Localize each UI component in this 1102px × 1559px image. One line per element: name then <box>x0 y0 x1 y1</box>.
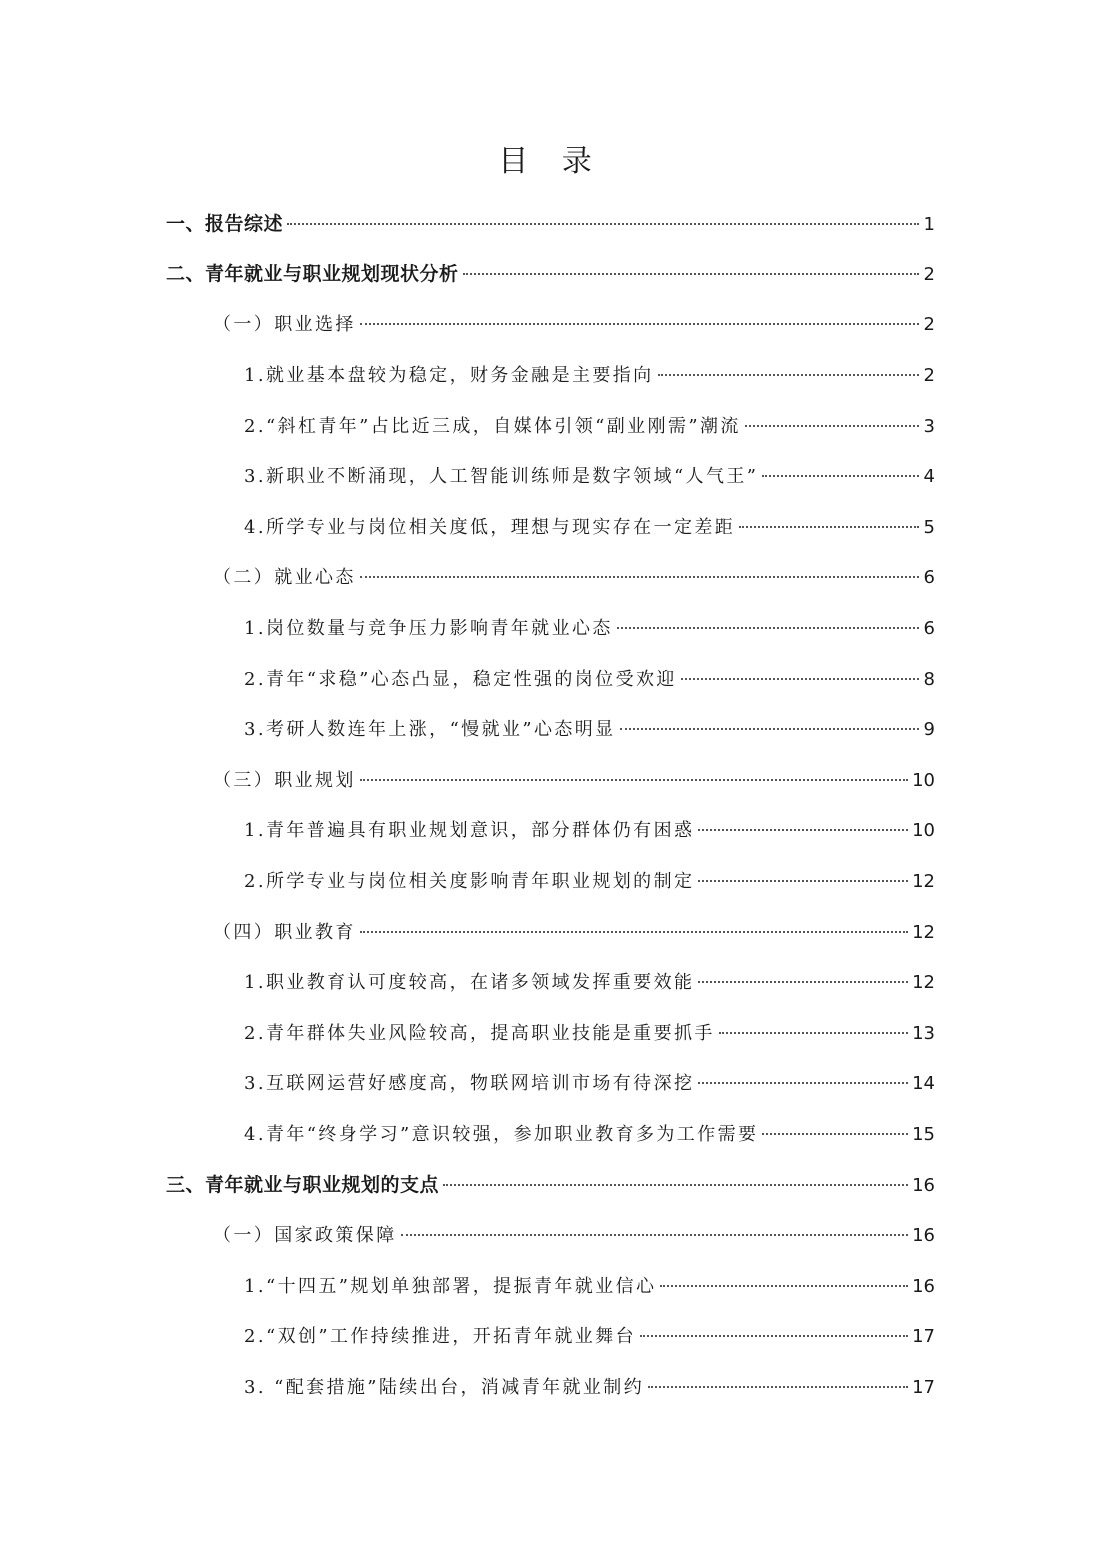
toc-entry-label: 4.青年“终身学习”意识较强，参加职业教育多为工作需要 <box>244 1123 759 1145</box>
toc-entry-label: 2.“双创”工作持续推进，开拓青年就业舞台 <box>244 1326 636 1348</box>
toc-page-number: 12 <box>912 871 935 893</box>
toc-entry-label: 3.新职业不断涌现，人工智能训练师是数字领域“人气王” <box>244 466 759 488</box>
toc-page-number: 2 <box>923 314 935 336</box>
toc-entry[interactable] <box>0 399 1102 450</box>
toc-entry[interactable] <box>0 1057 1102 1108</box>
toc-entry-row <box>166 209 935 236</box>
toc-entry-row <box>213 563 935 589</box>
toc-entry-row <box>244 614 935 640</box>
toc-entry[interactable] <box>0 349 1102 400</box>
toc-entry-label: （一）职业选择 <box>213 314 356 336</box>
toc-entry[interactable] <box>0 1259 1102 1310</box>
toc-dot-leader <box>287 223 919 225</box>
toc-dot-leader <box>360 576 919 578</box>
toc-page-number: 17 <box>912 1326 935 1348</box>
toc-entry[interactable] <box>0 905 1102 956</box>
toc-entry-label: 1.就业基本盘较为稳定，财务金融是主要指向 <box>244 365 654 387</box>
toc-entry-row <box>244 361 935 387</box>
toc-entry-label: 1.岗位数量与竞争压力影响青年就业心态 <box>244 618 613 640</box>
toc-entry-label: 2.所学专业与岗位相关度影响青年职业规划的制定 <box>244 871 695 893</box>
toc-entry-label: 三、青年就业与职业规划的支点 <box>166 1174 440 1197</box>
toc-entry-row <box>213 310 935 336</box>
toc-entry-row <box>244 1069 935 1095</box>
toc-entry-label: 2.青年“求稳”心态凸显，稳定性强的岗位受欢迎 <box>244 668 677 690</box>
toc-dot-leader <box>698 1082 908 1084</box>
toc-entry-row <box>166 259 935 286</box>
toc-entry-row <box>244 816 935 842</box>
toc-dot-leader <box>658 374 919 376</box>
toc-page-number: 10 <box>912 769 935 791</box>
toc-dot-leader <box>762 1133 908 1135</box>
toc-page-number: 5 <box>923 516 935 538</box>
toc-page-number: 13 <box>912 1022 935 1044</box>
toc-entry[interactable] <box>0 551 1102 602</box>
toc-entry-label: （二）就业心态 <box>213 567 356 589</box>
toc-page-number: 6 <box>923 567 935 589</box>
toc-entry-label: 3. “配套措施”陆续出台，消减青年就业制约 <box>244 1376 645 1398</box>
toc-entry-label: （一）国家政策保障 <box>213 1225 397 1247</box>
toc-entry-label: 4.所学专业与岗位相关度低，理想与现实存在一定差距 <box>244 516 736 538</box>
toc-entry[interactable] <box>0 450 1102 501</box>
toc-dot-leader <box>620 728 919 730</box>
toc-entry[interactable] <box>0 501 1102 552</box>
toc-dot-leader <box>698 981 908 983</box>
toc-page-number: 8 <box>923 668 935 690</box>
toc-entry[interactable] <box>0 1361 1102 1412</box>
toc-entry-row <box>244 1120 935 1146</box>
toc-page-number: 14 <box>912 1073 935 1095</box>
toc-page-number: 12 <box>912 921 935 943</box>
toc-dot-leader <box>739 526 919 528</box>
toc-entry-row <box>244 968 935 994</box>
toc-page-number: 1 <box>923 213 935 235</box>
toc-dot-leader <box>660 1285 908 1287</box>
toc-page-number: 15 <box>912 1123 935 1145</box>
toc-entry-label: 二、青年就业与职业规划现状分析 <box>166 263 459 286</box>
toc-entry-row <box>213 766 935 792</box>
toc-entry[interactable] <box>0 1310 1102 1361</box>
toc-page-number: 16 <box>912 1275 935 1297</box>
toc-entry-row <box>244 412 935 438</box>
toc-entry-row <box>166 1170 935 1197</box>
toc-entry-row <box>244 1272 935 1298</box>
toc-page-number: 12 <box>912 972 935 994</box>
toc-page-number: 10 <box>912 820 935 842</box>
toc-entry-row <box>244 1322 935 1348</box>
toc-entry-row <box>244 1019 935 1045</box>
toc-entry[interactable] <box>0 703 1102 754</box>
toc-entry[interactable] <box>0 1209 1102 1260</box>
toc-entry[interactable] <box>0 1158 1102 1209</box>
toc-entry-label: （四）职业教育 <box>213 921 356 943</box>
toc-dot-leader <box>681 678 919 680</box>
toc-dot-leader <box>719 1032 908 1034</box>
toc-entry-row <box>213 1221 935 1247</box>
toc-dot-leader <box>762 475 919 477</box>
toc-entry[interactable] <box>0 248 1102 299</box>
toc-page-number: 6 <box>923 618 935 640</box>
toc-entry-label: 1.“十四五”规划单独部署，提振青年就业信心 <box>244 1275 657 1297</box>
toc-entry-row <box>244 513 935 539</box>
toc-entry-row <box>244 462 935 488</box>
toc-entry-label: 2.青年群体失业风险较高，提高职业技能是重要抓手 <box>244 1022 715 1044</box>
toc-page-number: 2 <box>923 264 935 286</box>
toc-entry-label: 2.“斜杠青年”占比近三成，自媒体引领“副业刚需”潮流 <box>244 415 741 437</box>
toc-page-number: 16 <box>912 1225 935 1247</box>
toc-dot-leader <box>648 1386 908 1388</box>
toc-dot-leader <box>617 627 919 629</box>
toc-entry[interactable] <box>0 804 1102 855</box>
toc-page-number: 2 <box>923 365 935 387</box>
toc-entry-row <box>244 665 935 691</box>
toc-dot-leader <box>640 1335 908 1337</box>
toc-entry[interactable] <box>0 956 1102 1007</box>
toc-entry-row <box>213 918 935 944</box>
toc-entry-label: 1.职业教育认可度较高，在诸多领域发挥重要效能 <box>244 972 695 994</box>
toc-page-number: 4 <box>923 466 935 488</box>
toc-entry-label: 1.青年普遍具有职业规划意识，部分群体仍有困惑 <box>244 820 695 842</box>
toc-dot-leader <box>698 829 908 831</box>
toc-entry-row <box>244 1373 935 1399</box>
toc-entry-label: 3.互联网运营好感度高，物联网培训市场有待深挖 <box>244 1073 695 1095</box>
toc-entry[interactable] <box>0 298 1102 349</box>
toc-dot-leader <box>698 880 908 882</box>
toc-entry[interactable] <box>0 855 1102 906</box>
toc-dot-leader <box>745 425 919 427</box>
toc-page-number: 9 <box>923 719 935 741</box>
toc-entry-row <box>244 867 935 893</box>
toc-title: 目 录 <box>498 144 604 179</box>
toc-dot-leader <box>360 931 908 933</box>
toc-dot-leader <box>360 779 908 781</box>
toc-dot-leader <box>443 1184 908 1186</box>
toc-dot-leader <box>401 1234 908 1236</box>
toc-dot-leader <box>360 323 919 325</box>
toc-entry[interactable] <box>0 1007 1102 1058</box>
toc-page-number: 16 <box>912 1175 935 1197</box>
toc-entry[interactable] <box>0 197 1102 248</box>
toc-entry[interactable] <box>0 602 1102 653</box>
toc-dot-leader <box>463 273 919 275</box>
toc-entry-label: 一、报告综述 <box>166 212 284 235</box>
toc-list <box>0 197 1102 1411</box>
toc-entry-label: （三）职业规划 <box>213 769 356 791</box>
toc-entry[interactable] <box>0 1108 1102 1159</box>
toc-page-number: 3 <box>923 415 935 437</box>
toc-entry[interactable] <box>0 754 1102 805</box>
toc-entry-label: 3.考研人数连年上涨，“慢就业”心态明显 <box>244 719 616 741</box>
toc-page-number: 17 <box>912 1376 935 1398</box>
toc-entry[interactable] <box>0 652 1102 703</box>
toc-entry-row <box>244 715 935 741</box>
